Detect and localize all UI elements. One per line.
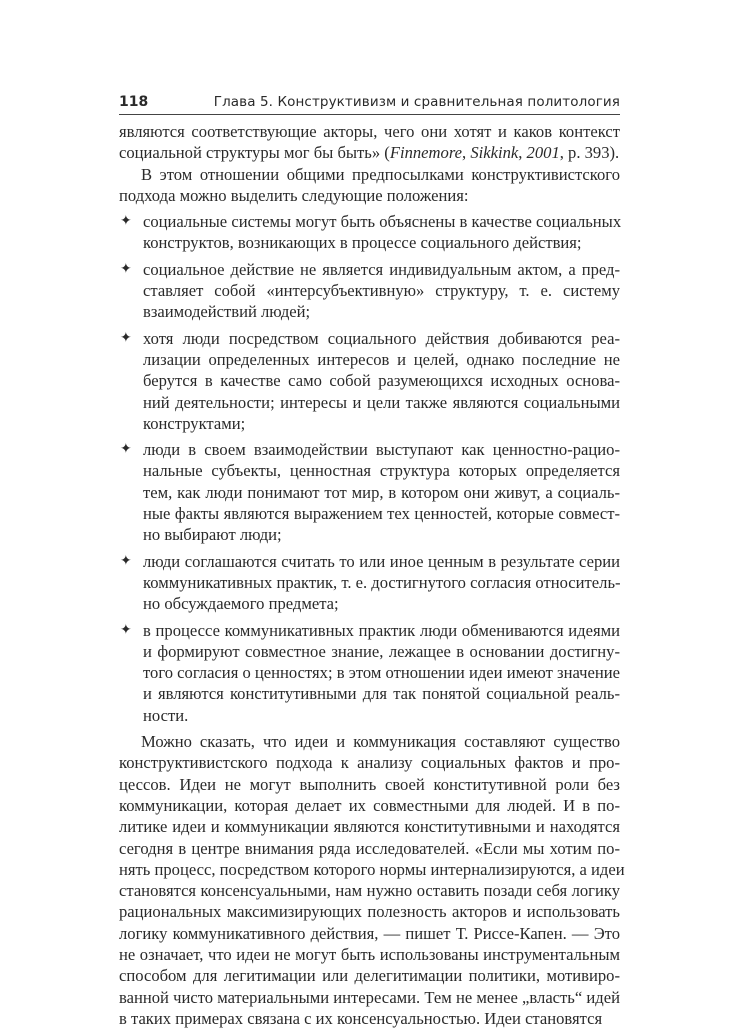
text-line: ности. — [143, 705, 189, 725]
text-line: конструктов, возникающих в процессе социального действия; — [143, 233, 582, 253]
page-body — [119, 121, 625, 1029]
text-line: социальное действие не является индивидуальным актом, а пред- — [143, 259, 620, 279]
four-point-star-icon: ✦ — [120, 213, 132, 230]
list-item — [119, 259, 620, 323]
text-line: способом для легитимации или делегитимации политики, мотивиро- — [119, 966, 620, 986]
four-point-star-icon: ✦ — [120, 329, 132, 346]
text-line: ные факты являются выражением тех ценностей, которые совмест- — [143, 504, 620, 524]
text-line: и являются конститутивными для так понятой социальной реаль- — [143, 684, 620, 704]
list-item — [119, 439, 620, 545]
text-line: сегодня в центре внимания ряда исследователей. «Если мы хотим по- — [119, 838, 620, 858]
bullet-list — [119, 211, 620, 726]
list-item — [119, 551, 620, 615]
text-line: социальные системы могут быть объяснены в качестве социальных — [143, 212, 622, 232]
text-line: не означает, что идеи не могут быть использованы инструментальным — [119, 944, 620, 964]
text-line: литике идеи и коммуникации являются конститутивными и находятся — [119, 817, 620, 837]
running-header — [119, 92, 620, 115]
list-item — [119, 211, 620, 254]
text-line: но выбирают люди; — [143, 525, 282, 545]
text-line: ний деятельности; интересы и цели также являются социальными — [143, 392, 620, 412]
text-line: люди в своем взаимодействии выступают как ценностно-рацио- — [143, 440, 620, 460]
paragraph — [119, 731, 625, 1029]
text-line: нальные субъекты, ценностная структура которых определяется — [143, 461, 620, 481]
text-line: Можно сказать, что идеи и коммуникация составляют существо — [141, 732, 620, 752]
list-item — [119, 328, 620, 434]
text-line: но обсуждаемого предмета; — [143, 594, 339, 614]
text-line: логику коммуникативного действия, — пишет Т. Риссе-Капен. — Это — [119, 923, 620, 943]
text-line: цессов. Идеи не могут выполнить своей конститутивной роли без — [119, 774, 620, 794]
text-line: ставляет собой «интерсубъективную» структуру, т. е. систему — [143, 281, 620, 301]
four-point-star-icon: ✦ — [120, 260, 132, 277]
text-line: и формируют совместное знание, лежащее в основании достигну- — [143, 641, 620, 661]
four-point-star-icon: ✦ — [120, 441, 132, 458]
text-line: нять процесс, посредством которого нормы интернализируются, а идеи — [119, 859, 625, 879]
text-line: лизации определенных интересов и целей, однако последние не — [143, 349, 620, 369]
text-line: коммуникативных практик, т. е. достигнутого согласия относитель- — [143, 572, 621, 592]
list-item — [119, 620, 620, 726]
text-line: конструктами; — [143, 413, 246, 433]
text-line: конструктивистского подхода к анализу социальных фактов и про- — [119, 753, 620, 773]
text-line: рациональных максимизирующих полезность акторов и использовать — [119, 902, 620, 922]
four-point-star-icon: ✦ — [120, 552, 132, 569]
text-line: являются соответствующие акторы, чего они хотят и каков контекст — [119, 122, 620, 141]
text-line: в таких примерах связана с их консенсуальностью. Идеи становятся — [119, 1008, 603, 1028]
text-line: того согласия о ценностях; в этом отношении идеи имеют значение — [143, 663, 620, 683]
chapter-title: Глава 5. Конструктивизм и сравнительная политология — [213, 94, 620, 110]
text-line: становятся консенсуальными, нам нужно оставить позади себя логику — [119, 881, 620, 901]
paragraph — [119, 121, 620, 164]
page-number: 118 — [119, 94, 149, 110]
text-line: люди соглашаются считать то или иное ценным в результате серии — [143, 551, 620, 571]
text-line: В этом отношении общими предпосылками конструктивистского — [141, 164, 620, 184]
text-line: тем, как люди понимают тот мир, в котором они живут, а социаль- — [143, 482, 620, 502]
text-line: ванной чисто материальными интересами. Тем не менее „власть“ идей — [119, 987, 620, 1007]
text-line: в процессе коммуникативных практик люди обмениваются идеями — [143, 620, 620, 640]
text-line: социальной структуры мог бы быть» (Finnemore, Sikkink, 2001, p. 393). — [119, 143, 620, 163]
text-line: хотя люди посредством социального действия добиваются реа- — [143, 328, 620, 348]
text-line: берутся в качестве само собой разумеющихся исходных основа- — [143, 371, 620, 391]
text-line: коммуникации, которая делает их совместными для людей. И в по- — [119, 795, 620, 815]
text-line: подхода можно выделить следующие положения: — [119, 185, 469, 205]
paragraph — [119, 164, 620, 207]
four-point-star-icon: ✦ — [120, 621, 132, 638]
text-line: взаимодействий людей; — [143, 302, 311, 322]
